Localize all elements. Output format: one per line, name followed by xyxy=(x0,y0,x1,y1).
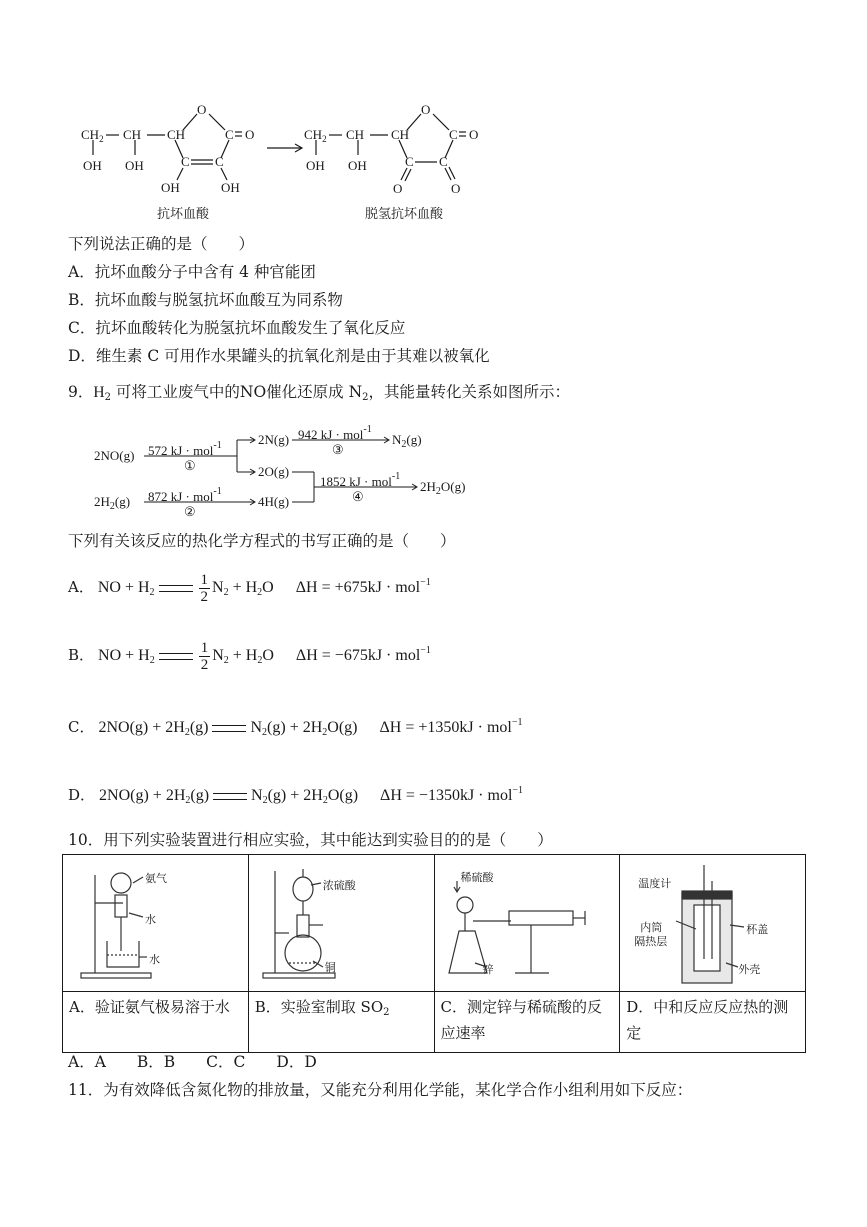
svg-text:CH: CH xyxy=(391,127,410,142)
energy-4: 1852 kJ · mol$^{-1}$ xyxy=(320,471,401,489)
svg-text:O: O xyxy=(469,127,479,142)
so2-generation-apparatus xyxy=(249,855,434,991)
label-outer-shell: 外壳 xyxy=(738,963,761,976)
ring-o-label: O xyxy=(197,102,207,117)
q11-stem: 11．为有效降低含氮化物的排放量，又能充分利用化学能，某化学合作小组利用如下反应： xyxy=(68,1081,693,1099)
q10-apparatus-table xyxy=(62,854,806,1053)
caption-a: A．验证氨气极易溶于水 xyxy=(63,992,249,1053)
apparatus-c-cell xyxy=(434,855,620,992)
label-ammonia: 氨气 xyxy=(145,872,167,885)
q8-stem: 下列说法正确的是（ ） xyxy=(68,235,255,253)
caption-b: B．实验室制取 $SO_2$ xyxy=(248,992,434,1053)
diagram-2n: 2N(g) xyxy=(258,432,290,447)
q9-stem: 9．$H_2$ 可将工业废气中的NO催化还原成 $N_2$，其能量转化关系如图所示： xyxy=(68,383,571,403)
enol-c-label: C xyxy=(181,154,190,169)
carbonyl-c-label: C xyxy=(225,127,234,142)
label-lid: 杯盖 xyxy=(746,923,769,936)
diagram-2o: 2O(g) xyxy=(258,464,290,479)
apparatus-b-cell xyxy=(248,855,434,992)
svg-text:CH2: $CH_2$ xyxy=(304,127,327,144)
label-insulation: 隔热层 xyxy=(634,935,668,948)
oh-label: OH xyxy=(125,158,144,173)
svg-text:O: O xyxy=(393,181,403,196)
svg-text:OH: OH xyxy=(348,158,367,173)
q8-option-c[interactable]: C．抗坏血酸转化为脱氢抗坏血酸发生了氧化反应 xyxy=(68,319,406,337)
ascorbic-acid-reaction-diagram xyxy=(75,100,505,225)
apparatus-a-cell xyxy=(63,855,249,992)
svg-text:C: C xyxy=(449,127,458,142)
oh-label: OH xyxy=(161,180,180,195)
step-3-label: ③ xyxy=(332,442,344,457)
q9-option-b[interactable]: B． NO + $H_2$ $\frac{1}{2}$ $N_2 + H_2O$ ΔH = −675kJ · mol$^{-1}$ xyxy=(68,640,431,673)
step-4-label: ④ xyxy=(352,489,364,504)
diagram-4h: 4H(g) xyxy=(258,494,290,509)
ch2-label: $CH_2$ xyxy=(81,127,104,144)
svg-text:OH: OH xyxy=(306,158,325,173)
q8-option-d[interactable]: D．维生素 C 可用作水果罐头的抗氧化剂是由于其难以被氧化 xyxy=(68,347,490,365)
q9-option-d[interactable]: D． $2NO(g) + 2H_2(g) N_2(g) + 2H_2O(g) \Delta H = -1350kJ \cdot mol^{-1}$ xyxy=(68,785,524,806)
q8-option-a[interactable]: A．抗坏血酸分子中含有 4 种官能团 xyxy=(68,263,316,281)
enol-c-label: C xyxy=(215,154,224,169)
label-water: 水 xyxy=(145,913,156,926)
svg-text:O: O xyxy=(421,102,431,117)
q10-stem: 10．用下列实验装置进行相应实验，其中能达到实验目的的是（ ） xyxy=(68,831,553,849)
diagram-2no: 2NO(g) xyxy=(94,448,135,463)
diagram-n2: $N_2(g)$ xyxy=(392,432,422,450)
oh-label: OH xyxy=(83,158,102,173)
ch-label: CH xyxy=(123,127,142,142)
step-2-label: ② xyxy=(184,504,196,519)
apparatus-d-cell xyxy=(620,855,806,992)
label-water: 水 xyxy=(149,953,160,966)
oh-label: OH xyxy=(221,180,240,195)
energy-3: 942 kJ · mol$^{-1}$ xyxy=(298,424,372,442)
q10-answer-options[interactable]: A．A B．B C．C D．D xyxy=(68,1053,317,1071)
energy-1: 572 kJ · mol$^{-1}$ xyxy=(148,440,222,458)
q9-option-c[interactable]: C． $2NO(g) + 2H_2(g) N_2(g) + 2H_2O(g) \Delta H = +1350kJ \cdot mol^{-1}$ xyxy=(68,717,523,738)
svg-text:C: C xyxy=(439,154,448,169)
step-1-label: ① xyxy=(184,458,196,473)
label-thermometer: 温度计 xyxy=(638,877,672,890)
ascorbic-acid-label: 抗坏血酸 xyxy=(157,207,210,222)
q8-option-b[interactable]: B．抗坏血酸与脱氢抗坏血酸互为同系物 xyxy=(68,291,343,309)
ring-ch-label: CH xyxy=(167,127,186,142)
diagram-2h2: $2H_2(g)$ xyxy=(94,494,131,512)
label-inner-cylinder: 内筒 xyxy=(640,921,663,934)
q9-option-a[interactable]: A． NO + $H_2$ $\frac{1}{2}$ $N_2 + H_2O$ ΔH = +675kJ · mol$^{-1}$ xyxy=(68,572,431,605)
svg-text:O: O xyxy=(451,181,461,196)
caption-d: D．中和反应反应热的测定 xyxy=(620,992,806,1053)
svg-text:CH: CH xyxy=(346,127,365,142)
caption-c: C．测定锌与稀硫酸的反应速率 xyxy=(434,992,620,1053)
label-zinc: 锌 xyxy=(482,963,494,976)
energy-2: 872 kJ · mol$^{-1}$ xyxy=(148,486,222,504)
label-conc-sulfuric-acid: 浓硫酸 xyxy=(322,879,356,892)
carbonyl-o-label: O xyxy=(245,127,255,142)
svg-text:C: C xyxy=(405,154,414,169)
dehydroascorbic-acid-label: 脱氢抗坏血酸 xyxy=(365,207,444,222)
diagram-h2o: $2H_2O(g)$ xyxy=(420,479,466,497)
label-dilute-sulfuric-acid: 稀硫酸 xyxy=(460,871,494,884)
q9-question: 下列有关该反应的热化学方程式的书写正确的是（ ） xyxy=(68,532,456,550)
label-copper: 铜 xyxy=(324,961,336,974)
energy-diagram xyxy=(92,420,492,525)
